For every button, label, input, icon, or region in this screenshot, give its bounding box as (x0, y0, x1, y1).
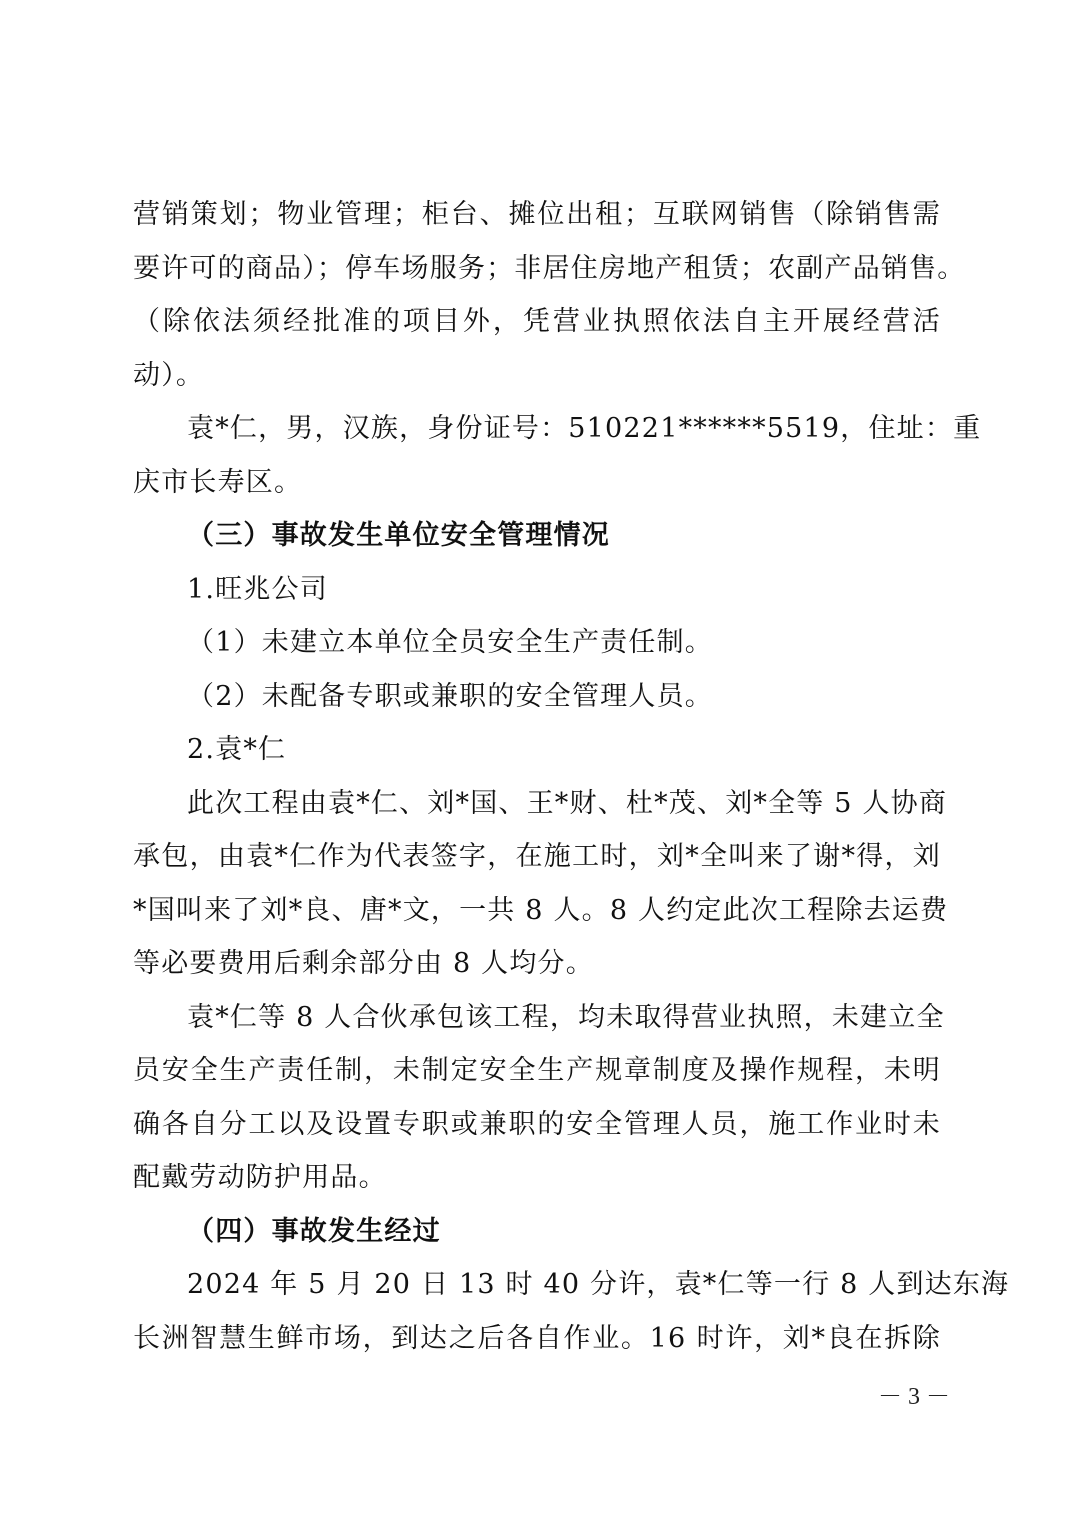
text-line: 庆市长寿区。 (133, 466, 303, 498)
text-line: 等必要费用后剩余部分由 8 人均分。 (133, 948, 594, 979)
text-line: *国叫来了刘*良、唐*文，一共 8 人。8 人约定此次工程除去运费 (133, 894, 949, 926)
subsection-heading: 2.袁*仁 (187, 734, 287, 765)
text-line: 长洲智慧生鲜市场，到达之后各自作业。16 时许，刘*良在拆除 (133, 1322, 941, 1354)
subsection-heading: 1.旺兆公司 (187, 573, 328, 605)
text-line: 袁*仁，男，汉族，身份证号：510221******5519，住址：重 (187, 413, 982, 444)
text-line: 确各自分工以及设置专职或兼职的安全管理人员，施工作业时未 (133, 1108, 941, 1140)
section-heading: （四）事故发生经过 (187, 1215, 441, 1247)
text-line: 袁*仁等 8 人合伙承包该工程，均未取得营业执照，未建立全 (187, 1001, 945, 1033)
text-line: 承包，由袁*仁作为代表签字，在施工时，刘*全叫来了谢*得，刘 (133, 841, 941, 872)
section-heading: （三）事故发生单位安全管理情况 (187, 520, 610, 551)
text-line: 营销策划；物业管理；柜台、摊位出租；互联网销售（除销售需 (133, 199, 941, 230)
text-line: 配戴劳动防护用品。 (133, 1162, 387, 1193)
text-line: 2024 年 5 月 20 日 13 时 40 分许，袁*仁等一行 8 人到达东海 (187, 1269, 1010, 1300)
page-number: － 3 － (878, 1384, 950, 1410)
text-line: 动）。 (133, 359, 205, 391)
text-line: 要许可的商品）；停车场服务；非居住房地产租赁；农副产品销售。 (133, 252, 966, 284)
text-line: 此次工程由袁*仁、刘*国、王*财、杜*茂、刘*全等 5 人协商 (187, 787, 948, 819)
text-line: 员安全生产责任制，未制定安全生产规章制度及操作规程，未明 (133, 1055, 941, 1086)
text-line: （2）未配备专职或兼职的安全管理人员。 (187, 680, 713, 712)
text-line: （除依法须经批准的项目外，凭营业执照依法自主开展经营活 (133, 306, 941, 337)
document-body (133, 188, 1010, 1365)
text-line: （1）未建立本单位全员安全生产责任制。 (187, 627, 713, 658)
